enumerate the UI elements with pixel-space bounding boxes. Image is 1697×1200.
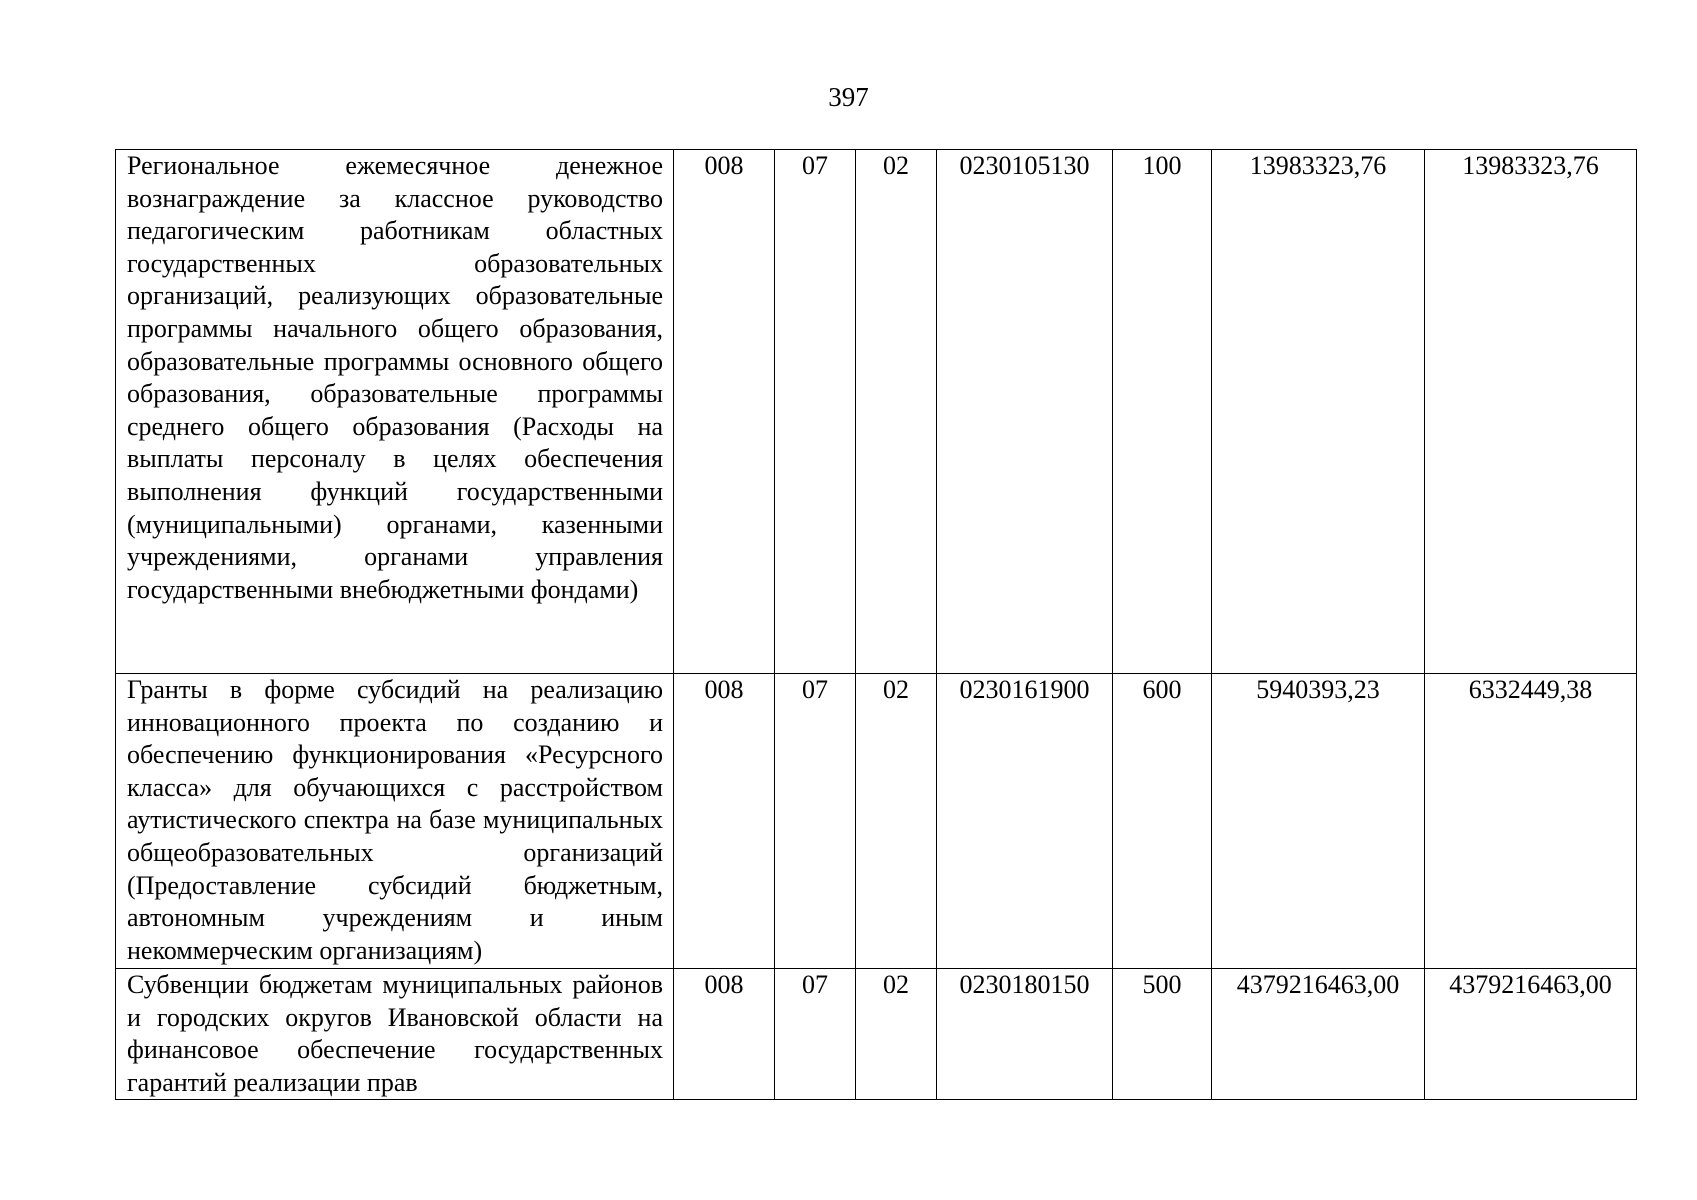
target-item-code: 0230180150 bbox=[937, 969, 1113, 1100]
table-row bbox=[116, 674, 1637, 969]
target-item-code: 0230105130 bbox=[937, 150, 1113, 674]
subsection-code: 02 bbox=[856, 674, 937, 969]
target-item-code: 0230161900 bbox=[937, 674, 1113, 969]
expense-type-code: 100 bbox=[1113, 150, 1212, 674]
table-row bbox=[116, 969, 1637, 1100]
ved-code: 008 bbox=[674, 150, 775, 674]
section-code: 07 bbox=[775, 150, 856, 674]
budget-table bbox=[115, 149, 1637, 1100]
amount-year-2: 4379216463,00 bbox=[1425, 969, 1637, 1100]
expense-type-code: 600 bbox=[1113, 674, 1212, 969]
ved-code: 008 bbox=[674, 674, 775, 969]
row-description: Субвенции бюджетам муниципальных районов и городских округов Ивановской области на финансовое обеспечение государственных гарантий реализации прав bbox=[116, 969, 674, 1100]
amount-year-2: 6332449,38 bbox=[1425, 674, 1637, 969]
expense-type-code: 500 bbox=[1113, 969, 1212, 1100]
table-row bbox=[116, 150, 1637, 674]
amount-year-2: 13983323,76 bbox=[1425, 150, 1637, 674]
page-number: 397 bbox=[828, 82, 869, 112]
section-code: 07 bbox=[775, 969, 856, 1100]
subsection-code: 02 bbox=[856, 969, 937, 1100]
ved-code: 008 bbox=[674, 969, 775, 1100]
row-description: Региональное ежемесячное денежное вознаграждение за классное руководство педагогическим работникам областных государственных образовательных организаций, реализующих образовательные программы начального общего образования, образовательные программы основного общего образования, образовательные программы среднего общего образования (Расходы на выплаты персоналу в целях обеспечения выполнения функций государственными (муниципальными) органами, казенными учреждениями, органами управления государственными внебюджетными фондами) bbox=[116, 150, 674, 674]
subsection-code: 02 bbox=[856, 150, 937, 674]
section-code: 07 bbox=[775, 674, 856, 969]
amount-year-1: 5940393,23 bbox=[1212, 674, 1425, 969]
amount-year-1: 4379216463,00 bbox=[1212, 969, 1425, 1100]
amount-year-1: 13983323,76 bbox=[1212, 150, 1425, 674]
row-description: Гранты в форме субсидий на реализацию инновационного проекта по созданию и обеспечению функционирования «Ресурсного класса» для обучающихся с расстройством аутистического спектра на базе муниципальных общеобразовательных организаций (Предоставление субсидий бюджетным, автономным учреждениям и иным некоммерческим организациям) bbox=[116, 674, 674, 969]
